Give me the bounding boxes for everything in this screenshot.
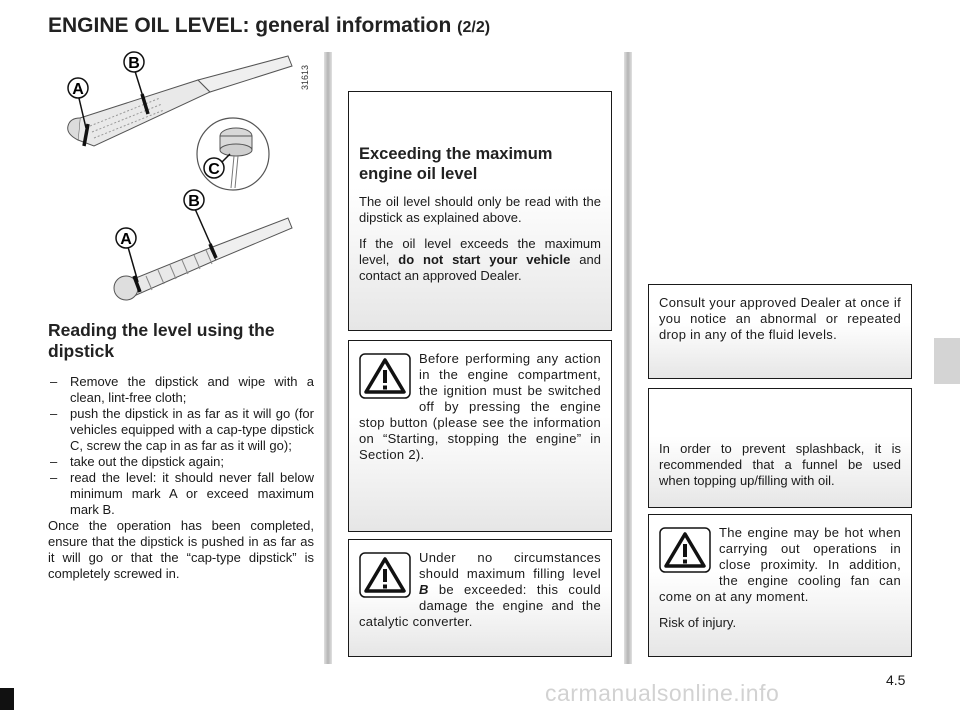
reading-step-4: – read the level: it should never fall below minimum mark A or exceed maximum mark B. bbox=[48, 470, 314, 518]
filling-text-start: Under no circumstances should maximum filling level bbox=[419, 550, 601, 581]
crop-mark bbox=[0, 688, 14, 710]
warning-triangle-icon bbox=[359, 552, 411, 598]
label-b-bottom: B bbox=[188, 193, 200, 210]
exceeding-heading: Exceeding the maximum engine oil level bbox=[359, 145, 553, 183]
reading-steps bbox=[48, 374, 314, 518]
section-thumb-tab bbox=[934, 338, 960, 384]
dealer-note-box bbox=[648, 284, 912, 379]
page-number: 4.5 bbox=[886, 672, 906, 688]
dipstick-illustration bbox=[48, 50, 320, 312]
injury-risk-text: Risk of injury. bbox=[659, 615, 737, 630]
figure-ref-code: 31613 bbox=[300, 64, 310, 90]
exceeding-paragraph-2 bbox=[359, 236, 601, 284]
exceeding-paragraph-1: The oil level should only be read with the dipstick as explained above. bbox=[359, 194, 601, 225]
exceeding-level-box bbox=[348, 91, 612, 331]
page-title-main: ENGINE OIL LEVEL: general information bbox=[48, 14, 452, 37]
page-title-part: (2/2) bbox=[457, 19, 491, 36]
reading-closing-paragraph: Once the operation has been completed, ensure that the dipstick is pushed in as far as it will go or that the “cap-type dipstick” is completely screwed in. bbox=[48, 518, 314, 581]
hot-engine-warning-box bbox=[648, 514, 912, 657]
hot-engine-warning-text: The engine may be hot when carrying out operations in close proximity. In addition, the engine cooling fan can come on at any moment. bbox=[659, 525, 901, 604]
dealer-note-text: Consult your approved Dealer at once if you notice an abnormal or repeated drop in any of the fluid levels. bbox=[659, 295, 901, 342]
watermark-text: carmanualsonline.info bbox=[545, 680, 780, 706]
ignition-warning-text: Before performing any action in the engine compartment, the ignition must be switched off by pressing the engine stop button (please see the information on “Starting, stopping the engine” in Section 2). bbox=[359, 351, 601, 462]
warning-triangle-icon bbox=[659, 527, 711, 573]
exceeding-p2-end: and contact an approved Dealer. bbox=[359, 252, 601, 283]
reading-step-1: – Remove the dipstick and wipe with a clean, lint-free cloth; bbox=[48, 374, 314, 406]
filling-mark-b: B bbox=[419, 582, 429, 597]
exceeding-p2-start: If the oil level exceeds the maximum level, bbox=[359, 236, 601, 267]
exceeding-p2-bold: do not start your vehicle bbox=[398, 252, 571, 267]
funnel-note-box bbox=[648, 388, 912, 508]
label-a-top: A bbox=[72, 81, 84, 98]
column-divider-left bbox=[324, 52, 332, 664]
column-divider-right bbox=[624, 52, 632, 664]
funnel-note-text: In order to prevent splashback, it is recommended that a funnel be used when topping up/filling with oil. bbox=[659, 441, 901, 488]
label-c: C bbox=[208, 161, 220, 178]
reading-section bbox=[48, 320, 314, 582]
reading-step-2: – push the dipstick in as far as it will go (for vehicles equipped with a cap-type dipstick C, screw the cap in as far as it will go); bbox=[48, 406, 314, 454]
dipstick-drawing bbox=[48, 50, 320, 312]
filling-text-end: be exceeded: this could damage the engine and the catalytic converter. bbox=[359, 582, 601, 629]
reading-step-3: – take out the dipstick again; bbox=[48, 454, 314, 470]
label-a-bottom: A bbox=[120, 231, 132, 248]
filling-warning-box bbox=[348, 539, 612, 657]
ignition-warning-box bbox=[348, 340, 612, 532]
reading-heading: Reading the level using the dipstick bbox=[48, 320, 275, 361]
page-title bbox=[48, 14, 490, 38]
label-b-top: B bbox=[128, 55, 140, 72]
warning-triangle-icon bbox=[359, 353, 411, 399]
